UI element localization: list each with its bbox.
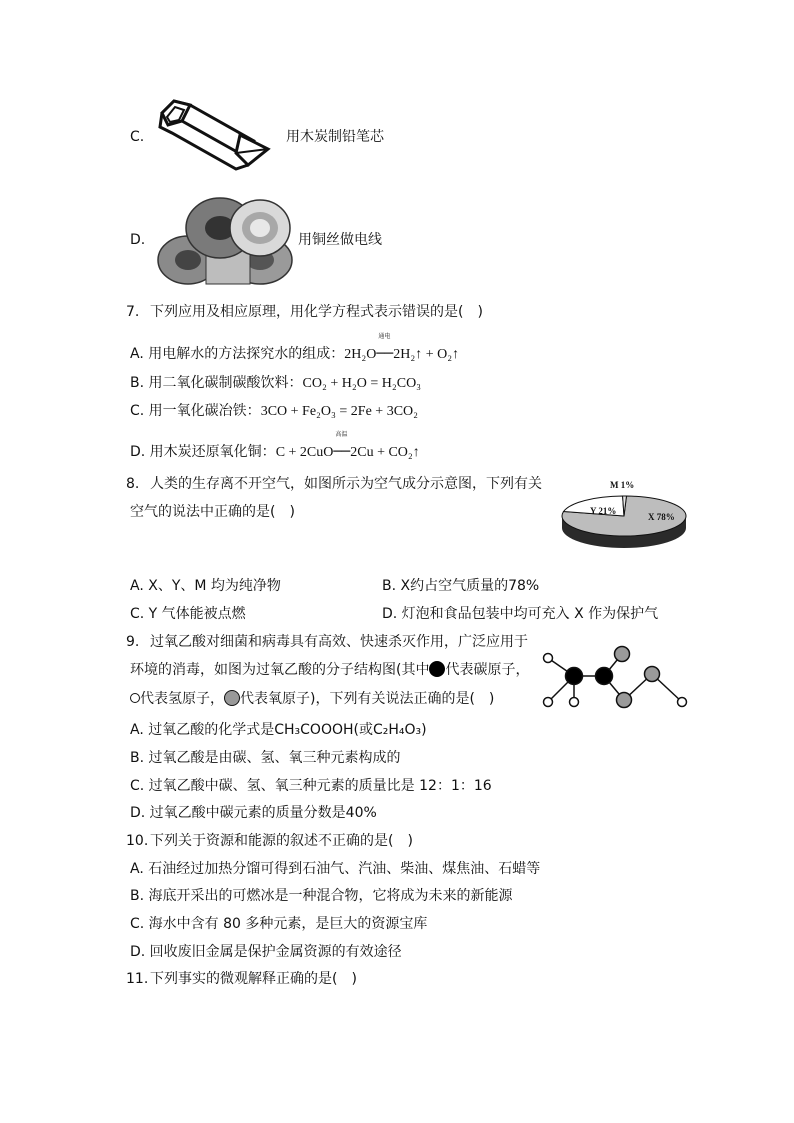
- q10-number: 10.: [126, 833, 149, 849]
- carbon-atom-icon: [429, 661, 445, 677]
- q7-option-a-cond-label: 通电: [378, 333, 391, 340]
- q9-stem-line1: 过氧乙酸对细菌和病毒具有高效、快速杀灭作用，广泛应用于: [150, 634, 528, 650]
- hydrogen-atom-icon: [130, 693, 140, 703]
- q7-option-a-eq-left: 2H₂O: [344, 347, 377, 362]
- q8-option-c: C. Y 气体能被点燃: [130, 606, 246, 622]
- q7-option-d-text: D. 用木炭还原氧化铜：: [130, 444, 276, 460]
- oxygen-atom: [617, 693, 632, 708]
- pie-label-y: Y 21%: [590, 506, 617, 516]
- oxygen-atom: [615, 647, 630, 662]
- q10-option-c: C. 海水中含有 80 多种元素，是巨大的资源宝库: [130, 916, 428, 932]
- q8-option-a: A. X、Y、M 均为纯净物: [130, 578, 281, 594]
- q8-number: 8.: [126, 476, 140, 492]
- q10-option-b: B. 海底开采出的可燃冰是一种混合物，它将成为未来的新能源: [130, 888, 513, 904]
- q7-option-a-condition: 通电 ──: [376, 333, 394, 362]
- q9-stem-line3-part1: 代表氢原子，: [140, 691, 224, 707]
- hydrogen-atom: [544, 698, 553, 707]
- hydrogen-atom: [544, 654, 553, 663]
- option-d-text: 用铜丝做电线: [298, 232, 382, 248]
- q9-option-a: A. 过氧乙酸的化学式是CH₃COOOH(或C₂H₄O₃): [130, 722, 427, 738]
- q7-option-d-condition: 高温 ──: [333, 431, 351, 460]
- q7-option-d: [130, 431, 420, 462]
- option-c-text: 用木炭制铅笔芯: [286, 129, 384, 145]
- pie-label-x: X 78%: [648, 512, 675, 522]
- option-d-letter: D.: [130, 232, 146, 248]
- q7-option-b: [130, 374, 421, 393]
- q7-stem: 下列应用及相应原理，用化学方程式表示错误的是( ): [150, 304, 483, 320]
- q10-option-a: A. 石油经过加热分馏可得到石油气、汽油、柴油、煤焦油、石蜡等: [130, 861, 541, 877]
- q9-stem-line2-part2: 代表碳原子，: [445, 662, 530, 678]
- q7-option-b-eq: CO₂ + H₂O = H₂CO₃: [302, 376, 422, 391]
- air-composition-pie-chart: [556, 476, 692, 556]
- q9-number: 9.: [126, 634, 140, 650]
- q7-option-a-eq-right: 2H₂↑ + O₂↑: [393, 347, 460, 362]
- carbon-atom: [596, 668, 613, 685]
- q7-option-c: [130, 402, 418, 421]
- q11-number: 11.: [126, 971, 149, 987]
- q7-option-a: [130, 333, 460, 364]
- peracetic-acid-molecule-diagram: [536, 640, 692, 710]
- q9-option-d: D. 过氧乙酸中碳元素的质量分数是40%: [130, 805, 377, 821]
- q8-option-b: B. X约占空气质量的78%: [382, 578, 540, 594]
- q7-option-d-eq-right: 2Cu + CO₂↑: [350, 445, 420, 460]
- q7-option-a-text: A. 用电解水的方法探究水的组成：: [130, 346, 345, 362]
- pie-label-m: M 1%: [610, 480, 635, 490]
- q8-stem-line2: 空气的说法中正确的是( ): [130, 504, 295, 520]
- q9-stem-line3-part2: 代表氧原子)，下列有关说法正确的是( ): [240, 691, 495, 707]
- q7-option-c-eq: 3CO + Fe₂O₃ = 2Fe + 3CO₂: [260, 404, 419, 419]
- q7-option-d-cond-label: 高温: [335, 431, 348, 438]
- q9-stem-line2: [130, 661, 529, 679]
- q11-stem: 下列事实的微观解释正确的是( ): [150, 971, 357, 987]
- pencil-lead-image: [152, 95, 272, 175]
- q7-option-b-text: B. 用二氧化碳制碳酸饮料：: [130, 375, 303, 391]
- q9-option-b: B. 过氧乙酸是由碳、氢、氧三种元素构成的: [130, 750, 401, 766]
- carbon-atom: [566, 668, 583, 685]
- hydrogen-atom: [570, 698, 579, 707]
- option-c-letter: C.: [130, 129, 145, 145]
- oxygen-atom-icon: [224, 690, 240, 706]
- q7-option-c-text: C. 用一氧化碳冶铁：: [130, 403, 261, 419]
- q9-option-c: C. 过氧乙酸中碳、氢、氧三种元素的质量比是 12：1：16: [130, 778, 492, 794]
- q9-stem-line3: [130, 690, 494, 708]
- q8-option-d: D. 灯泡和食品包装中均可充入 X 作为保护气: [382, 606, 659, 622]
- q7-number: 7.: [126, 304, 140, 320]
- hydrogen-atom: [678, 698, 687, 707]
- copper-wire-coils-image: [156, 190, 296, 288]
- q10-stem: 下列关于资源和能源的叙述不正确的是( ): [150, 833, 413, 849]
- q8-stem-line1: 人类的生存离不开空气，如图所示为空气成分示意图，下列有关: [150, 476, 542, 492]
- oxygen-atom: [645, 667, 660, 682]
- q7-option-d-eq-left: C + 2CuO: [275, 445, 334, 460]
- q9-stem-line2-part1: 环境的消毒，如图为过氧乙酸的分子结构图(其中: [130, 662, 430, 678]
- q10-option-d: D. 回收废旧金属是保护金属资源的有效途径: [130, 944, 402, 960]
